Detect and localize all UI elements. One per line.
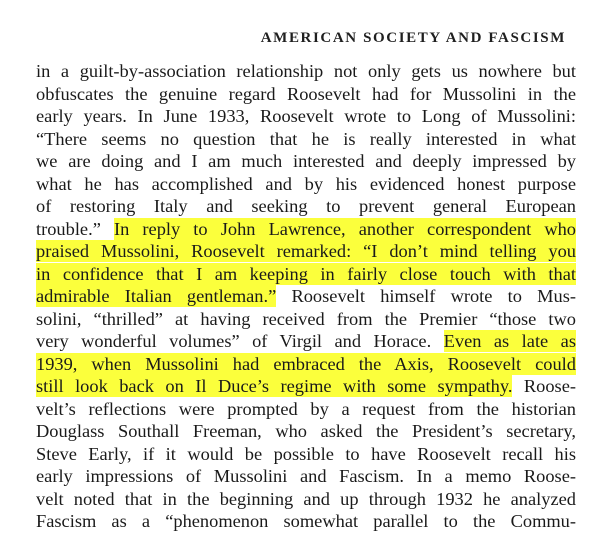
text-line [36,285,576,308]
text-segment: we are doing and I am much interested and deeply impressed by [36,151,576,171]
text-segment: Fascism as a “phenomenon somewhat parallel to the Commu- [36,511,576,531]
text-line [36,443,576,466]
text-segment: what he has accomplished and by his evidenced honest purpose [36,173,576,194]
body-paragraph [36,60,576,533]
text-line [36,420,576,443]
highlighted-text: admirable Italian gentleman.” [36,286,277,306]
text-line [36,510,576,533]
text-segment: early years. In June 1933, Roosevelt wrote to Long of Mussolini: [36,106,576,126]
text-line [36,308,576,331]
highlighted-text: praised Mussolini, Roosevelt remarked: “I don’t mind telling you [36,241,576,261]
text-segment: Roose- [512,376,576,396]
text-segment: solini, “thrilled” at having received from the Premier “those two [36,308,576,329]
text-line [36,375,576,398]
text-segment: velt noted that in the beginning and up through 1932 he analyzed [36,488,576,509]
text-line [36,465,576,488]
highlighted-text: 1939, when Mussolini had embraced the Axis, Roosevelt could [36,353,576,374]
text-segment: Steve Early, if it would be possible to have Roosevelt recall his [36,443,576,464]
text-segment: very wonderful volumes” of Virgil and Horace. [36,331,444,351]
text-line [36,263,576,286]
text-line [36,173,576,196]
text-segment: early impressions of Mussolini and Fascism. In a memo Roose- [36,466,576,486]
running-head: AMERICAN SOCIETY AND FASCISM [260,30,566,46]
highlighted-text: In reply to John Lawrence, another correspondent who [113,218,576,239]
text-line [36,150,576,173]
text-segment: obfuscates the genuine regard Roosevelt had for Mussolini in the [36,83,576,104]
highlighted-text: still look back on Il Duce’s regime with some sympathy. [36,376,513,396]
text-line [36,398,576,421]
highlighted-text: Even as late as [443,331,576,351]
text-segment: Roosevelt himself wrote to Mus- [276,286,576,306]
text-line [36,330,576,353]
text-line [36,218,576,241]
text-segment: trouble.” [36,218,114,239]
text-segment: in a guilt-by-association relationship not only gets us nowhere but [36,61,576,81]
text-line [36,353,576,376]
text-segment: velt’s reflections were prompted by a request from the historian [36,398,576,419]
text-line [36,83,576,106]
highlighted-text: in confidence that I am keeping in fairly close touch with that [36,263,576,284]
text-segment: Douglass Southall Freeman, who asked the President’s secretary, [36,421,576,441]
text-line [36,60,576,83]
text-line [36,488,576,511]
text-segment: of restoring Italy and seeking to prevent general European [36,196,576,216]
text-line [36,105,576,128]
text-line [36,128,576,151]
text-line [36,240,576,263]
text-line [36,195,576,218]
text-segment: “There seems no question that he is really interested in what [36,128,576,149]
